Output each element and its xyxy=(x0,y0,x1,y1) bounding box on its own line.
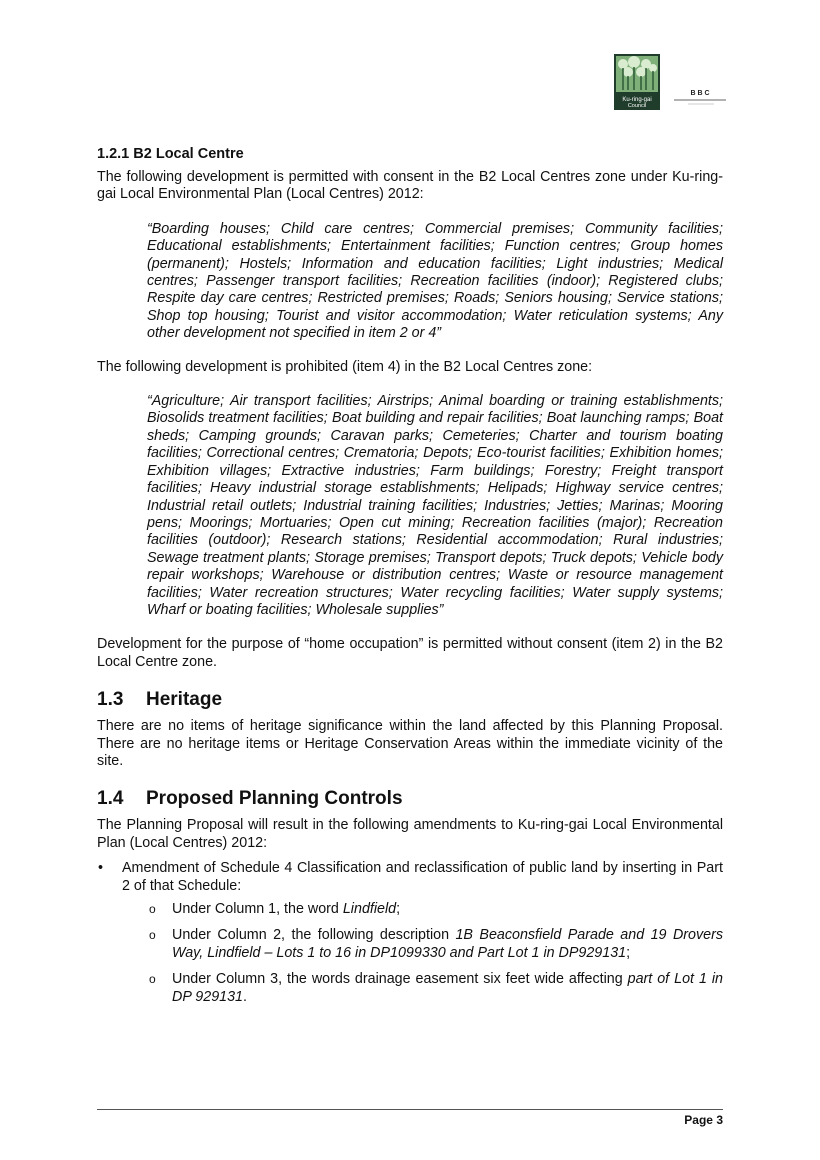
heritage-number: 1.3 xyxy=(97,689,124,711)
svg-text:Council: Council xyxy=(627,103,647,109)
home-occupation-paragraph: Development for the purpose of “home occupation” is permitted without consent (item 2) in the B2 Local Centre zone. xyxy=(97,636,723,670)
sub-item-text: Under Column 1, the word xyxy=(172,901,343,917)
bbc-logo xyxy=(674,86,726,108)
sub-item-end: ; xyxy=(396,901,401,917)
bullet-icon: • xyxy=(98,860,104,877)
page-content xyxy=(97,145,723,1015)
sub-item-text: Under Column 2, the following description xyxy=(172,927,456,944)
planning-controls-number: 1.4 xyxy=(97,788,124,810)
sub-item-end: . xyxy=(243,988,247,1005)
permitted-intro: The following development is permitted with consent in the B2 Local Centres zone under Ku-ring-gai Local Environmental Plan (Local Centres) 2012: xyxy=(97,169,723,203)
list-item xyxy=(97,927,723,962)
sub-item-end: ; xyxy=(626,944,631,961)
sub-item-italic: 1B Beaconsfield Parade and 19 Drovers Way, Lindfield – Lots 1 to 16 in DP1099330 and Part Lot 1 in DP929131 xyxy=(172,927,723,961)
amendment-sublist xyxy=(122,901,723,1006)
prohibited-intro: The following development is prohibited (item 4) in the B2 Local Centres zone: xyxy=(97,358,593,375)
amendments-list xyxy=(97,860,723,1006)
kuringgai-council-logo xyxy=(614,54,660,110)
sub-item-italic: part of Lot 1 in DP 929131 xyxy=(172,971,723,1005)
sub-item-italic: Lindfield xyxy=(342,901,397,917)
svg-text:B B C: B B C xyxy=(690,90,710,97)
list-item xyxy=(97,971,723,1006)
heritage-title: Heritage xyxy=(146,689,223,711)
heritage-body: There are no items of heritage significance within the land affected by this Planning Proposal. There are no heritage items or Heritage Conservation Areas within the immediate vicinity of the site. xyxy=(97,718,723,769)
heritage-heading xyxy=(97,688,723,712)
circle-bullet-icon: o xyxy=(149,972,156,987)
planning-controls-heading xyxy=(97,787,723,811)
sub-item-text: Under Column 3, the words drainage easement six feet wide affecting xyxy=(172,971,628,988)
svg-text:Ku-ring-gai: Ku-ring-gai xyxy=(622,97,652,103)
circle-bullet-icon: o xyxy=(149,902,156,916)
planning-controls-title: Proposed Planning Controls xyxy=(146,788,403,810)
planning-controls-intro: The Planning Proposal will result in the following amendments to Ku-ring-gai Local Environmental Plan (Local Centres) 2012: xyxy=(97,817,723,851)
section-heading-b2-local-centre: 1.2.1 B2 Local Centre xyxy=(97,146,244,162)
footer-divider xyxy=(97,1109,723,1110)
circle-bullet-icon: o xyxy=(149,928,156,943)
permitted-uses-quote: “Boarding houses; Child care centres; Commercial premises; Community facilities; Educational establishments; Entertainment facilities; Function centres; Group homes (permanent); Hostels; Information and education facilities; Light industries; Medical centres; Passenger transport facilities; Recreation facilities (indoor); Registered clubs; Respite day care centres; Restricted premises; Roads; Seniors housing; Service stations; Shop top housing; Tourist and visitor accommodation; Water reticulation systems; Any other development not specified in item 2 or 4” xyxy=(147,220,723,342)
amendment-text: Amendment of Schedule 4 Classification and reclassification of public land by inserting in Part 2 of that Schedule: xyxy=(122,860,723,894)
prohibited-uses-quote: “Agriculture; Air transport facilities; Airstrips; Animal boarding or training establishments; Biosolids treatment facilities; Boat building and repair facilities; Boat launching ramps; Boat sheds; Camping grounds; Caravan parks; Cemeteries; Charter and tourism boating facilities; Correctional centres; Crematoria; Depots; Eco-tourist facilities; Exhibition homes; Exhibition villages; Extractive industries; Farm buildings; Forestry; Freight transport facilities; Heavy industrial storage establishments; Helipads; Highway service centres; Industrial retail outlets; Industrial training facilities; Industries; Jetties; Marinas; Mooring pens; Moorings; Mortuaries; Open cut mining; Recreation facilities (major); Recreation facilities (outdoor); Research stations; Residential accommodation; Rural industries; Sewage treatment plants; Storage premises; Transport depots; Truck depots; Vehicle body repair workshops; Warehouse or distribution centres; Waste or resource management facilities; Water recreation structures; Water recycling facilities; Water supply systems; Wharf or boating facilities; Wholesale supplies” xyxy=(147,393,723,618)
page-number: Page 3 xyxy=(684,1113,723,1127)
list-item xyxy=(97,860,723,1006)
list-item xyxy=(97,901,723,918)
